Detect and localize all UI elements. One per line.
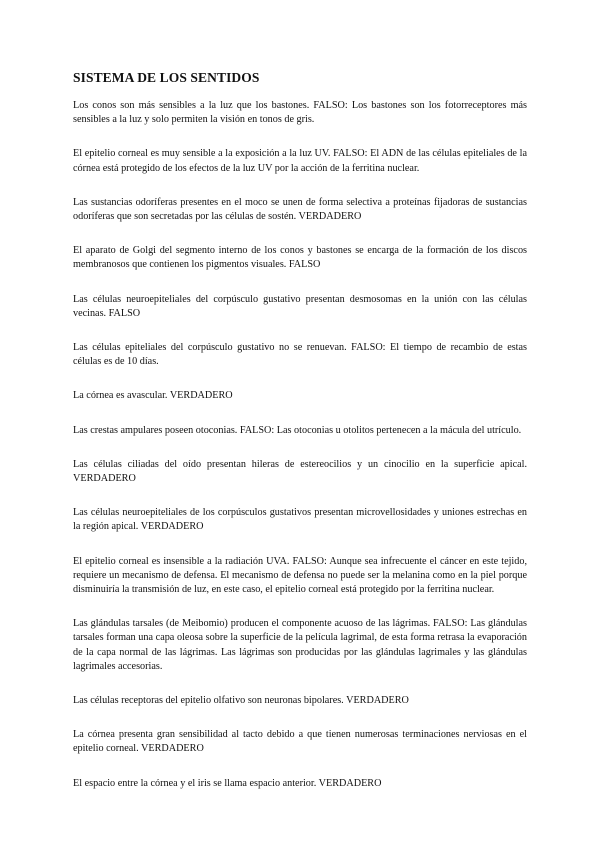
statement-paragraph-9: Las células ciliadas del oído presentan hileras de estereocilios y un cinocilio en la superficie apical. VERDADERO (73, 458, 527, 485)
statement-paragraph-4: El aparato de Golgi del segmento interno de los conos y bastones se encarga de la formación de los discos membranosos que contienen los pigmentos visuales. FALSO (73, 245, 527, 271)
statement-paragraph-1: Los conos son más sensibles a la luz que los bastones. FALSO: Los bastones son los fotorreceptores más sensibles a la luz y solo permiten la visión en tonos de gris. (73, 100, 527, 126)
statement-paragraph-15: El espacio entre la córnea y el iris se llama espacio anterior. VERDADERO (73, 777, 382, 789)
statement-paragraph-10: Las células neuroepiteliales de los corpúsculos gustativos presentan microvellosidades y uniones estrechas en la región apical. VERDADERO (73, 507, 527, 533)
statement-paragraph-6: Las células epiteliales del corpúsculo gustativo no se renuevan. FALSO: El tiempo de recambio de estas células es de 10 días. (73, 342, 527, 368)
document-page (73, 70, 527, 811)
statement-paragraph-8: Las crestas ampulares poseen otoconias. FALSO: Las otoconias u otolitos pertenecen a la mácula del utrículo. (73, 424, 522, 436)
statement-paragraph-7: La córnea es avascular. VERDADERO (73, 390, 233, 402)
statement-paragraph-14: La córnea presenta gran sensibilidad al tacto debido a que tienen numerosas terminaciones nerviosas en el epitelio corneal. VERDADERO (73, 729, 527, 755)
statement-paragraph-13: Las células receptoras del epitelio olfativo son neuronas bipolares. VERDADERO (73, 695, 409, 707)
statement-paragraph-2: El epitelio corneal es muy sensible a la exposición a la luz UV. FALSO: El ADN de las células epiteliales de la córnea está protegido de los efectos de la luz UV por la acción de la ferritina nuclear. (73, 148, 527, 174)
statement-paragraph-11: El epitelio corneal es insensible a la radiación UVA. FALSO: Aunque sea infrecuente el cáncer en este tejido, requiere un mecanismo de defensa. El mecanismo de defensa no puede ser la melanina como en la piel porque disminuiría la transmisión de luz, en este caso, el epitelio corneal está protegido por la ferritina nuclear. (73, 555, 527, 596)
page-title: SISTEMA DE LOS SENTIDOS (73, 70, 260, 85)
statement-paragraph-5: Las células neuroepiteliales del corpúsculo gustativo presentan desmosomas en la unión con las células vecinas. FALSO (73, 293, 527, 319)
statement-paragraph-3: Las sustancias odoríferas presentes en el moco se unen de forma selectiva a proteínas fijadoras de sustancias odoríferas que son secretadas por las células de sostén. VERDADERO (73, 196, 527, 223)
statement-paragraph-12: Las glándulas tarsales (de Meibomio) producen el componente acuoso de las lágrimas. FALSO: Las glándulas tarsales forman una capa oleosa sobre la superficie de la película lagrimal, de esta forma retrasa la evaporación de la capa normal de las lágrimas. Las lágrimas son producidas por las glándulas lagrimales y las glándulas lagrimales accesorias. (73, 618, 527, 672)
